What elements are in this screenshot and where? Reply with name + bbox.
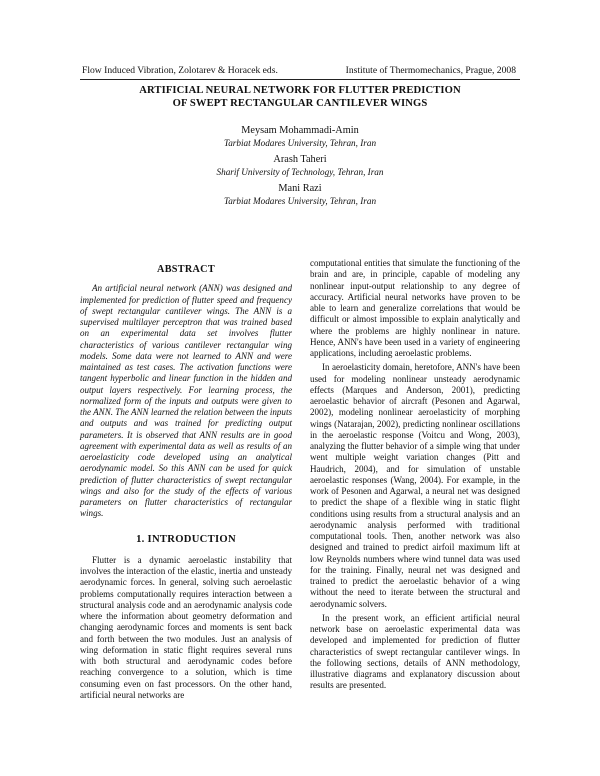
author-name: Meysam Mohammadi-Amin [241,125,359,136]
title-line-2: OF SWEPT RECTANGULAR CANTILEVER WINGS [172,98,428,109]
header-rule [80,79,520,80]
author-3 [80,182,520,207]
body-paragraph: computational entities that simulate the functioning of the brain and are, in principle, capable of modeling any nonlinear input-output relationship to any degree of accuracy. Artificial neural networks have proven to be able to learn and generalize correlations that would be difficult or almost impossible to explain analytically and where the problems are highly nonlinear in nature. Hence, ANN's have been used in a variety of engineering applications, including aeroelastic problems. [310,258,520,358]
abstract-text: An artificial neural network (ANN) was designed and implemented for prediction of flutter speed and frequency of swept rectangular cantilever wings. The ANN is a supervised multilayer perceptron that was trained based on an experimental data set involves flutter characteristics of various cantilever rectangular wing models. Some data were not learned to ANN and were maintained as test cases. The activation functions were tangent hyperbolic and linear function in the hidden and output layers respectively. For learning process, the normalized form of the inputs and outputs were given to the ANN. The ANN learned the relation between the inputs and outputs and was trained for predicting output parameters. It is observed that ANN results are in good agreement with experimental data as well as results of an aeroelasticity code developed using an analytical aerodynamic model. So this ANN can be used for quick prediction of flutter characteristics of swept rectangular wings and also for the study of the effects of various parameters on flutter characteristics of rectangular wings. [80,283,292,519]
author-2 [80,153,520,178]
abstract-heading: ABSTRACT [157,264,215,275]
right-column [310,258,520,692]
introduction-heading: 1. INTRODUCTION [136,533,236,545]
author-affiliation: Tarbiat Modares University, Tehran, Iran [223,138,377,148]
author-name: Arash Taheri [273,154,327,165]
running-header-left: Flow Induced Vibration, Zolotarev & Horacek eds. [82,65,278,76]
introduction-paragraph: Flutter is a dynamic aeroelastic instability that involves the interaction of the elastic, inertia and unsteady aerodynamic forces. In general, solving such aeroelastic problems computationally requires interaction between a structural analysis code and an aerodynamic analysis code where the information about geometry deformation and changing aerodynamic forces and moments is sent back and forth between the two modules. Just an analysis of wing deformation in static flight requires several runs with both structural and aerodynamic codes before reaching convergence to a solution, which is time consuming even on fast processors. On the other hand, artificial neural networks are [80,554,292,700]
author-name: Mani Razi [278,183,322,194]
running-header-right: Institute of Thermomechanics, Prague, 2008 [345,65,516,76]
author-affiliation: Tarbiat Modares University, Tehran, Iran [223,196,377,206]
paper-title [80,84,520,110]
author-list [80,124,520,211]
author-affiliation: Sharif University of Technology, Tehran, Iran [216,167,384,177]
left-column [80,264,292,701]
author-1 [80,124,520,149]
title-line-1: ARTIFICIAL NEURAL NETWORK FOR FLUTTER PREDICTION [139,85,461,96]
body-paragraph: In aeroelasticity domain, heretofore, ANN's have been used for modeling nonlinear unsteady aerodynamic effects (Marques and Anderson, 2001), predicting aeroelastic behavior of aircraft (Pesonen and Agarwal, 2002), modeling nonlinear aeroelasticity of morphing wings (Natarajan, 2002), predicting nonlinear oscillations in the aeroelastic response (Voitcu and Wong, 2003), analyzing the flutter behavior of a simple wing that under went multiple weight variation changes (Pitt and Haudrich, 2004), and for simulation of unstable aeroelastic responses (Wang, 2004). For example, in the work of Pesonen and Agarwal, a neural net was designed to predict the shape of a flexible wing in static flight conditions using results from a structural analysis and an aerodynamic analysis performed with traditional computational tools. Then, another network was also designed and trained to predict airfoil maximum lift at low Reynolds numbers where wind tunnel data was used for the training. Finally, neural net was designed and trained to predict the aeroelastic behavior of a wing without the need to iterate between the structural and aerodynamic solvers. [310,362,520,609]
body-paragraph: In the present work, an efficient artificial neural network base on aeroelastic experimental data was developed and implemented for prediction of flutter characteristics of swept rectangular cantilever wings. In the following sections, details of ANN methodology, illustrative diagrams and explanatory discussion about results are presented. [310,612,520,691]
